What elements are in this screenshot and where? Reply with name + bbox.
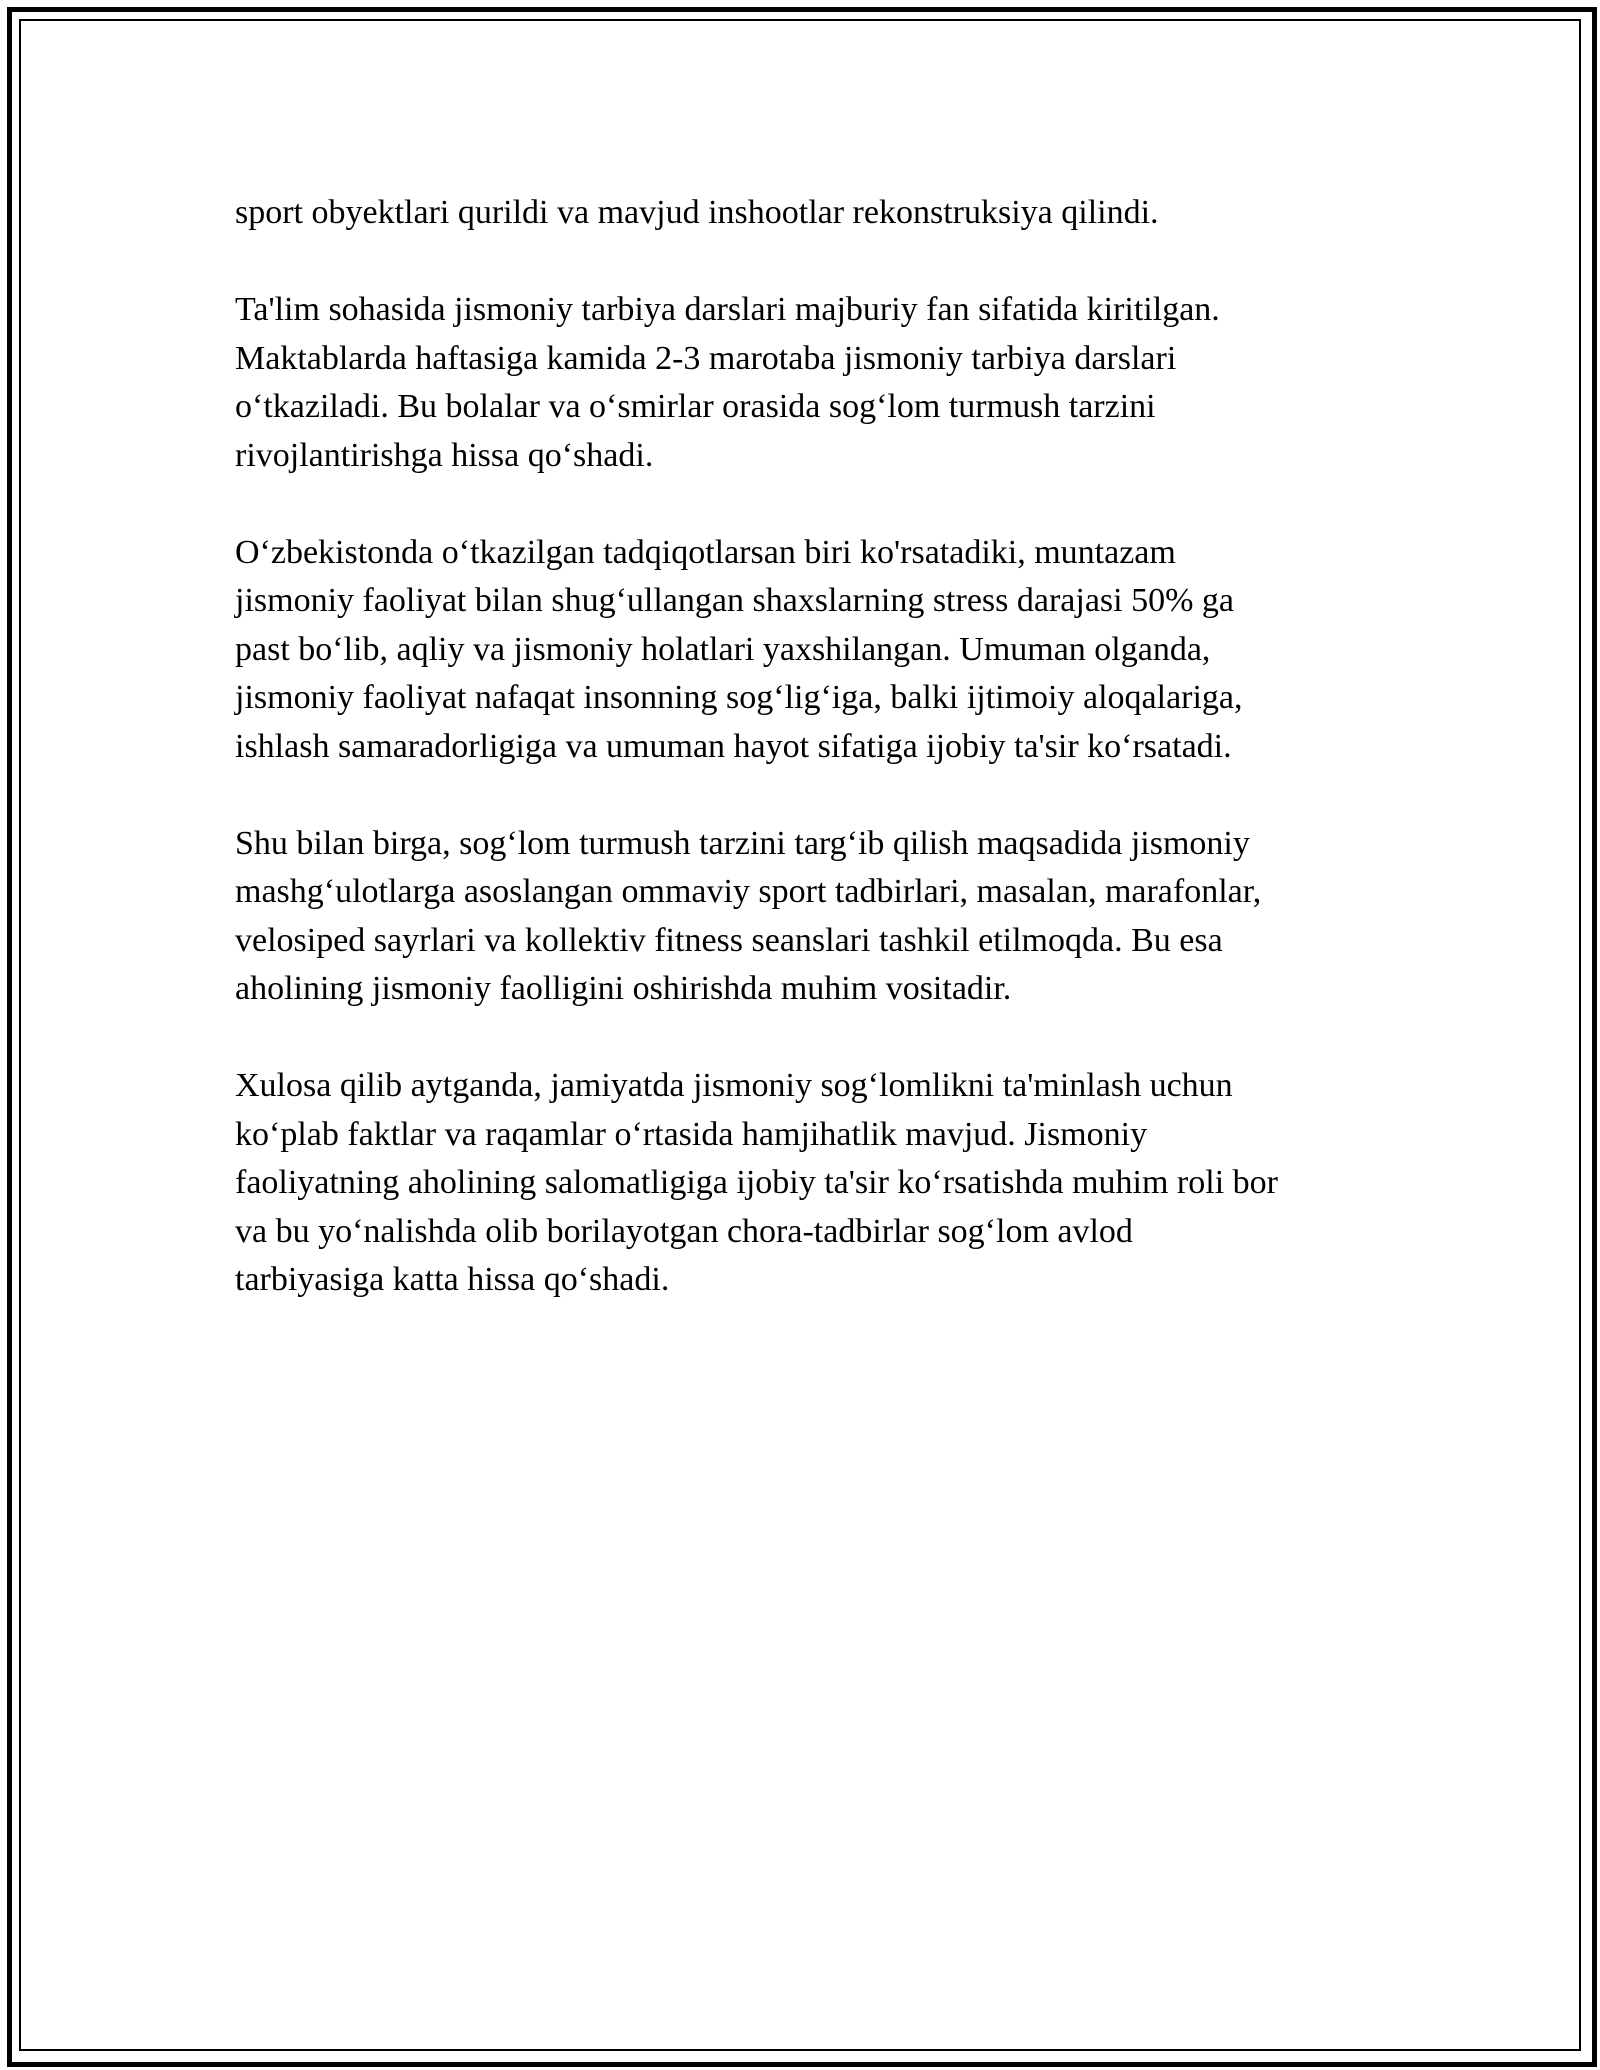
paragraph-2: Ta'lim sohasida jismoniy tarbiya darslari majburiy fan sifatida kiritilgan. Maktablarda haftasiga kamida 2-3 marotaba jismoniy tarbiya darslari o‘tkaziladi. Bu bolalar va o‘smirlar orasida sog‘lom turmush tarzini rivojlantirishga hissa qo‘shadi. [235,291,1220,474]
paragraph-1: sport obyektlari qurildi va mavjud inshootlar rekonstruksiya qilindi. [235,194,1159,231]
paragraph-4: Shu bilan birga, sog‘lom turmush tarzini targ‘ib qilish maqsadida jismoniy mashg‘ulotlarga asoslangan ommaviy sport tadbirlari, masalan, marafonlar, velosiped sayrlari va kollektiv fitness seanslari tashkil etilmoqda. Bu esa aholining jismoniy faolligini oshirishda muhim vositadir. [235,824,1262,1007]
paragraph-5: Xulosa qilib aytganda, jamiyatda jismoniy sog‘lomlikni ta'minlash uchun ko‘plab faktlar va raqamlar o‘rtasida hamjihatlik mavjud. Jismoniy faoliyatning aholining salomatligiga ijobiy ta'sir ko‘rsatishda muhim roli bor va bu yo‘nalishda olib borilayotgan chora-tadbirlar sog‘lom avlod tarbiyasiga katta hissa qo‘shadi. [235,1067,1278,1298]
body-text [235,189,1365,1353]
paragraph-3: O‘zbekistonda o‘tkazilgan tadqiqotlarsan biri ko'rsatadiki, muntazam jismoniy faoliyat bilan shug‘ullangan shaxslarning stress darajasi 50% ga past bo‘lib, aqliy va jismoniy holatlari yaxshilangan. Umuman olganda, jismoniy faoliyat nafaqat insonning sog‘lig‘iga, balki ijtimoiy aloqalariga, ishlash samaradorligiga va umuman hayot sifatiga ijobiy ta'sir ko‘rsatadi. [235,533,1243,765]
